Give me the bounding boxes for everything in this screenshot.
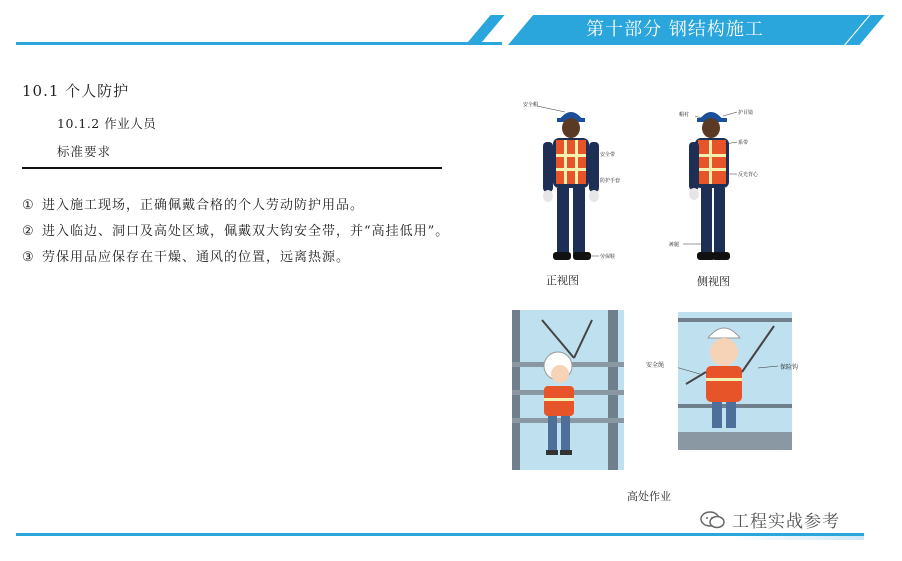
side-view-caption: 侧视图 (697, 275, 730, 288)
item-text: 劳保用品应保存在干燥、通风的位置，远离热源。 (42, 250, 351, 265)
label-pants: 裤腿 (669, 242, 680, 248)
brand-name: 工程实战参考 (732, 512, 840, 532)
chapter-title: 第十部分 钢结构施工 (586, 19, 764, 40)
height-work-illustration-1 (512, 310, 624, 470)
header-stripe (465, 15, 504, 45)
label-goggles: 护目镜 (738, 110, 754, 116)
label-gloves: 防护手套 (600, 178, 621, 184)
label-shoes: 劳保鞋 (600, 254, 616, 260)
label-rope: 安全绳 (646, 362, 665, 369)
label-hook: 保险钩 (780, 364, 799, 371)
item-number: ③ (22, 250, 34, 265)
label-belt: 安全带 (600, 152, 616, 158)
divider (22, 167, 442, 169)
standard-heading: 标准要求 (57, 144, 112, 159)
requirement-list (22, 193, 452, 271)
item-text: 进入施工现场，正确佩戴合格的个人劳动防护用品。 (42, 198, 365, 213)
list-item (22, 219, 452, 245)
item-number: ① (22, 198, 34, 213)
label-lanyard: 系带 (738, 140, 749, 146)
footer-fade (730, 536, 864, 540)
height-work-illustration-2 (678, 312, 792, 450)
height-work-caption: 高处作业 (627, 490, 671, 503)
list-item (22, 193, 452, 219)
label-vest: 反光背心 (738, 172, 759, 178)
side-view-figure (665, 96, 785, 272)
item-number: ② (22, 224, 34, 239)
header-rule (16, 42, 502, 45)
front-view-caption: 正视图 (546, 274, 579, 287)
label-cap: 帽衬 (679, 112, 690, 118)
subsection-title: 10.1.2 作业人员 (57, 116, 157, 131)
wechat-icon (700, 510, 726, 530)
label-helmet: 安全帽 (523, 102, 539, 108)
section-title: 10.1 个人防护 (22, 82, 130, 100)
front-view-figure (515, 96, 635, 272)
brand (700, 507, 840, 532)
item-text: 进入临边、洞口及高处区域，佩戴双大钩安全带，并“高挂低用”。 (42, 224, 450, 239)
list-item (22, 245, 452, 271)
